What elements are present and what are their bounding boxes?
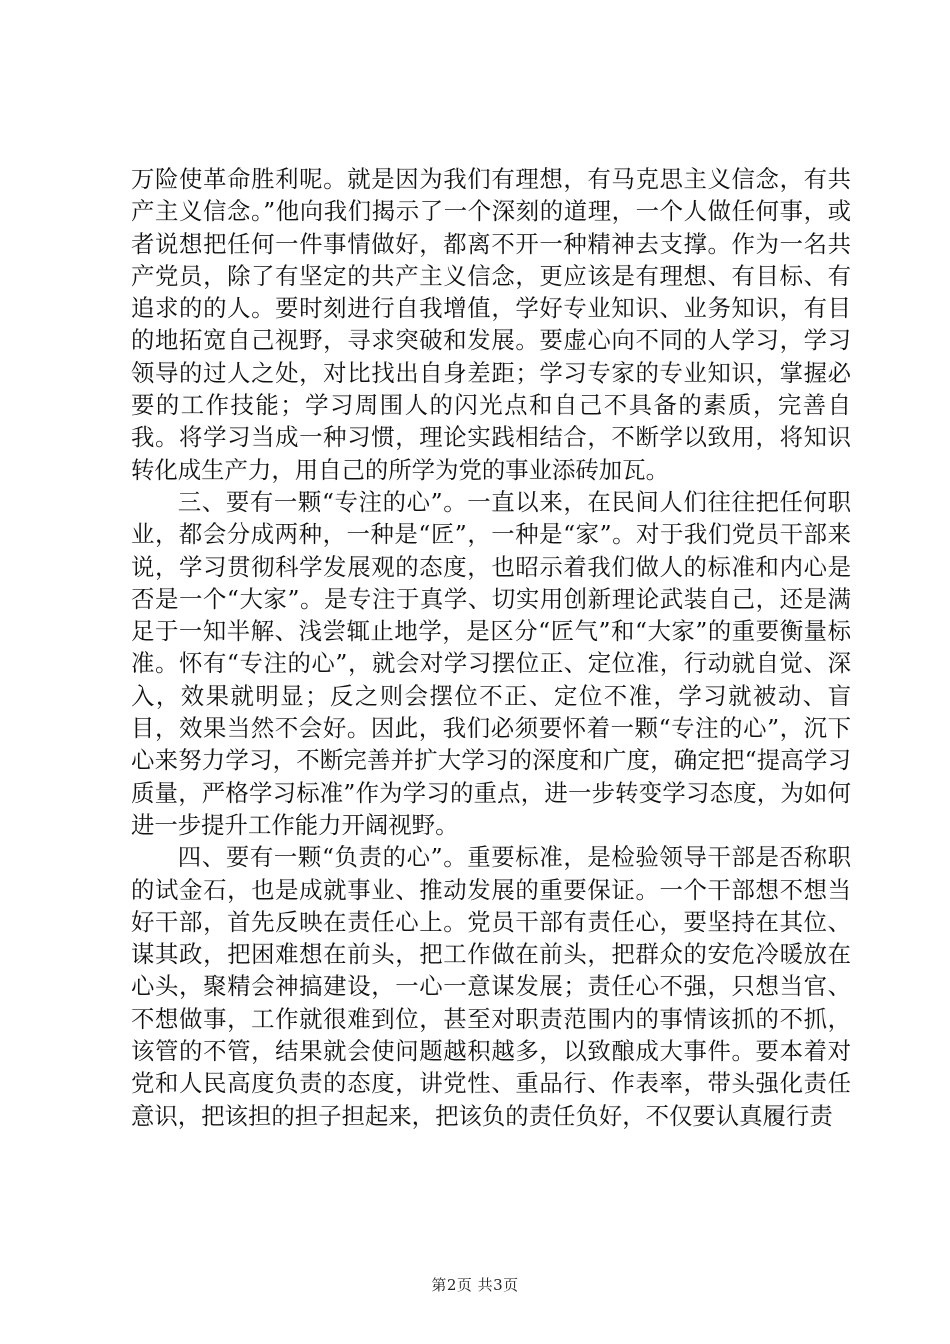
page-footer: 第2页 共3页 (431, 1276, 519, 1294)
paragraph-section-three: 三、要有一颗“专注的心”。一直以来，在民间人们往往把任何职业，都会分成两种，一种是“匠”，一种是“家”。对于我们党员干部来说，学习贯彻科学发展观的态度，也昭示着我们做人的标准和内心是否是一个“大家”。是专注于真学、切实用创新理论武装自己，还是满足于一知半解、浅尝辄止地学，是区分“匠气”和“大家”的重要衡量标准。怀有“专注的心”，就会对学习摆位正、定位准，行动就自觉、深入，效果就明显；反之则会摆位不正、定位不准，学习就被动、盲目，效果当然不会好。因此，我们必须要怀着一颗“专注的心”，沉下心来努力学习，不断完善并扩大学习的深度和广度，确定把“提高学习质量，严格学习标准”作为学习的重点，进一步转变学习态度，为如何进一步提升工作能力开阔视野。 (131, 487, 851, 839)
paragraph-continuation: 万险使革命胜利呢。就是因为我们有理想，有马克思主义信念，有共产主义信念。”他向我们揭示了一个深刻的道理，一个人做任何事，或者说想把任何一件事情做好，都离不开一种精神去支撑。作为一名共产党员，除了有坚定的共产主义信念，更应该是有理想、有目标、有追求的的人。要时刻进行自我增值，学好专业知识、业务知识，有目的地拓宽自己视野，寻求突破和发展。要虚心向不同的人学习，学习领导的过人之处，对比找出自身差距；学习专家的专业知识，掌握必要的工作技能；学习周围人的闪光点和自己不具备的素质，完善自我。将学习当成一种习惯，理论实践相结合，不断学以致用，将知识转化成生产力，用自己的所学为党的事业添砖加瓦。 (131, 165, 851, 484)
paragraph-section-four: 四、要有一颗“负责的心”。重要标准，是检验领导干部是否称职的试金石，也是成就事业、推动发展的重要保证。一个干部想不想当好干部，首先反映在责任心上。党员干部有责任心，要坚持在其位、谋其政，把困难想在前头，把工作做在前头，把群众的安危冷暖放在心头，聚精会神搞建设，一心一意谋发展；责任心不强，只想当官、不想做事，工作就很难到位，甚至对职责范围内的事情该抓的不抓，该管的不管，结果就会使问题越积越多，以致酿成大事件。要本着对党和人民高度负责的态度，讲党性、重品行、作表率，带头强化责任意识，把该担的担子担起来，把该负的责任负好，不仅要认真履行责 (131, 843, 851, 1130)
document-body (131, 163, 851, 1132)
